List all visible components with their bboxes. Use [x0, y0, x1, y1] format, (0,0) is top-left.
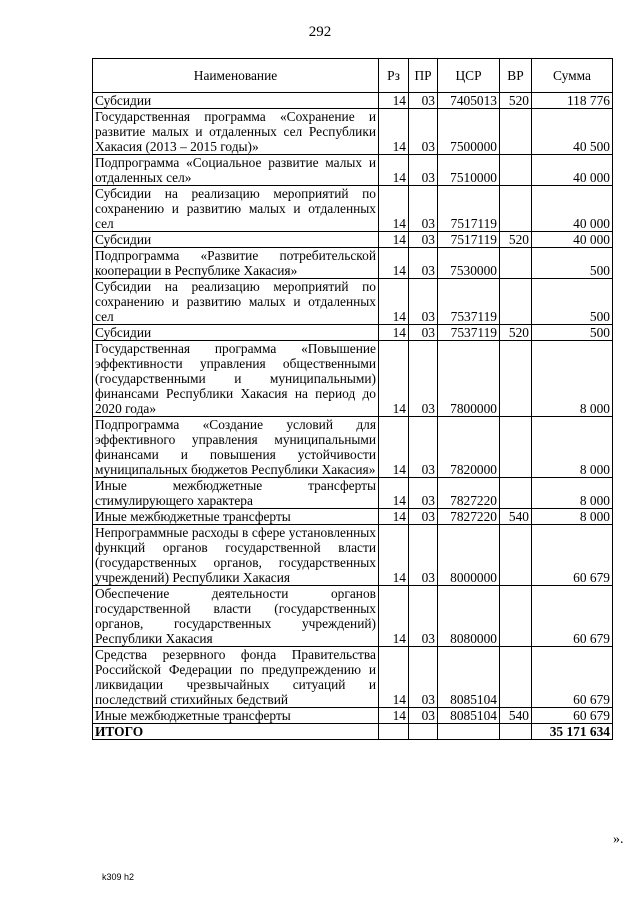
cell-name: Средства резервного фонда Правительства Российской Федерации по предупреждению и ликвидации чрезвычайных ситуаций и последствий стихийных бедствий	[93, 647, 379, 708]
cell-sum: 40 000	[532, 186, 613, 232]
table-row	[93, 708, 613, 724]
cell-name: Государственная программа «Повышение эффективности управления общественными (государственными и муниципальными) финансами Республики Хакасия на период до 2020 года»	[93, 341, 379, 417]
cell-rz: 14	[379, 708, 409, 724]
cell-name: Иные межбюджетные трансферты	[93, 509, 379, 525]
table-row	[93, 586, 613, 647]
footer-code: k309 h2	[102, 872, 135, 882]
cell-vr	[500, 586, 532, 647]
cell-pr: 03	[409, 232, 438, 248]
cell-name: Иные межбюджетные трансферты стимулирующего характера	[93, 478, 379, 509]
cell-rz: 14	[379, 647, 409, 708]
cell-csr: 7800000	[438, 341, 500, 417]
total-sum: 35 171 634	[532, 724, 613, 740]
table-row	[93, 647, 613, 708]
cell-vr: 520	[500, 93, 532, 109]
cell-pr: 03	[409, 647, 438, 708]
cell-vr	[500, 248, 532, 279]
cell-name: Субсидии на реализацию мероприятий по сохранению и развитию малых и отдаленных сел	[93, 186, 379, 232]
cell-sum: 60 679	[532, 647, 613, 708]
cell-vr	[500, 186, 532, 232]
cell-rz: 14	[379, 417, 409, 478]
cell-csr: 7820000	[438, 417, 500, 478]
table-row	[93, 109, 613, 155]
cell-pr: 03	[409, 279, 438, 325]
cell-sum: 40 000	[532, 155, 613, 186]
table-body	[93, 93, 613, 724]
cell-name: Обеспечение деятельности органов государственной власти (государственных органов, государственных учреждений) Республики Хакасия	[93, 586, 379, 647]
budget-table	[92, 58, 613, 740]
cell-sum: 60 679	[532, 708, 613, 724]
cell-name: Подпрограмма «Создание условий для эффективного управления муниципальными финансами и повышения устойчивости муниципальных бюджетов Республики Хакасия»	[93, 417, 379, 478]
cell-pr: 03	[409, 586, 438, 647]
cell-vr	[500, 417, 532, 478]
cell-pr: 03	[409, 109, 438, 155]
cell-name: Субсидии на реализацию мероприятий по сохранению и развитию малых и отдаленных сел	[93, 279, 379, 325]
cell-rz: 14	[379, 586, 409, 647]
cell-name: Иные межбюджетные трансферты	[93, 708, 379, 724]
cell-sum: 118 776	[532, 93, 613, 109]
cell-pr: 03	[409, 417, 438, 478]
cell-sum: 500	[532, 279, 613, 325]
table-row	[93, 279, 613, 325]
cell-sum: 8 000	[532, 417, 613, 478]
total-label: ИТОГО	[93, 724, 379, 740]
table-row	[93, 248, 613, 279]
cell-csr: 8085104	[438, 708, 500, 724]
cell-sum: 500	[532, 248, 613, 279]
cell-pr: 03	[409, 325, 438, 341]
cell-vr	[500, 525, 532, 586]
cell-pr: 03	[409, 186, 438, 232]
cell-rz: 14	[379, 248, 409, 279]
table-row	[93, 93, 613, 109]
table-row	[93, 186, 613, 232]
cell-csr: 7827220	[438, 478, 500, 509]
cell-sum: 60 679	[532, 525, 613, 586]
cell-rz: 14	[379, 341, 409, 417]
cell-csr: 7537119	[438, 279, 500, 325]
cell-csr: 8085104	[438, 647, 500, 708]
cell-vr	[500, 279, 532, 325]
header-vr: ВР	[500, 59, 532, 93]
cell-rz: 14	[379, 93, 409, 109]
cell-pr: 03	[409, 525, 438, 586]
cell-vr	[500, 478, 532, 509]
table-row	[93, 525, 613, 586]
total-csr	[438, 724, 500, 740]
table-row	[93, 509, 613, 525]
cell-name: Субсидии	[93, 325, 379, 341]
cell-rz: 14	[379, 155, 409, 186]
cell-csr: 8080000	[438, 586, 500, 647]
cell-rz: 14	[379, 478, 409, 509]
cell-vr: 540	[500, 509, 532, 525]
cell-vr	[500, 155, 532, 186]
cell-csr: 8000000	[438, 525, 500, 586]
cell-vr: 520	[500, 325, 532, 341]
cell-vr: 540	[500, 708, 532, 724]
table-row	[93, 325, 613, 341]
cell-pr: 03	[409, 708, 438, 724]
header-pr: ПР	[409, 59, 438, 93]
cell-vr	[500, 341, 532, 417]
cell-name: Субсидии	[93, 93, 379, 109]
cell-csr: 7510000	[438, 155, 500, 186]
cell-vr	[500, 109, 532, 155]
cell-pr: 03	[409, 155, 438, 186]
cell-pr: 03	[409, 93, 438, 109]
cell-csr: 7537119	[438, 325, 500, 341]
cell-sum: 8 000	[532, 509, 613, 525]
cell-rz: 14	[379, 279, 409, 325]
cell-csr: 7530000	[438, 248, 500, 279]
cell-rz: 14	[379, 525, 409, 586]
cell-rz: 14	[379, 232, 409, 248]
header-sum: Сумма	[532, 59, 613, 93]
page-number: 292	[308, 24, 332, 40]
cell-csr: 7405013	[438, 93, 500, 109]
cell-sum: 40 000	[532, 232, 613, 248]
total-pr	[409, 724, 438, 740]
table-header-row	[93, 59, 613, 93]
cell-name: Подпрограмма «Развитие потребительской кооперации в Республике Хакасия»	[93, 248, 379, 279]
table-row	[93, 341, 613, 417]
cell-pr: 03	[409, 478, 438, 509]
closing-quote-mark: ».	[613, 832, 624, 847]
cell-sum: 40 500	[532, 109, 613, 155]
total-row	[93, 724, 613, 740]
cell-pr: 03	[409, 341, 438, 417]
cell-name: Подпрограмма «Социальное развитие малых и отдаленных сел»	[93, 155, 379, 186]
header-name: Наименование	[93, 59, 379, 93]
cell-csr: 7500000	[438, 109, 500, 155]
cell-rz: 14	[379, 186, 409, 232]
total-rz	[379, 724, 409, 740]
header-csr: ЦСР	[438, 59, 500, 93]
cell-sum: 8 000	[532, 478, 613, 509]
cell-sum: 60 679	[532, 586, 613, 647]
cell-name: Непрограммные расходы в сфере установленных функций органов государственной власти (государственных органов, государственных учреждений) Республики Хакасия	[93, 525, 379, 586]
cell-vr	[500, 647, 532, 708]
cell-name: Государственная программа «Сохранение и развитие малых и отдаленных сел Республики Хакасия (2013 – 2015 годы)»	[93, 109, 379, 155]
cell-pr: 03	[409, 509, 438, 525]
cell-sum: 500	[532, 325, 613, 341]
table-row	[93, 155, 613, 186]
cell-rz: 14	[379, 509, 409, 525]
cell-csr: 7827220	[438, 509, 500, 525]
cell-name: Субсидии	[93, 232, 379, 248]
total-vr	[500, 724, 532, 740]
table-row	[93, 232, 613, 248]
cell-pr: 03	[409, 248, 438, 279]
cell-rz: 14	[379, 109, 409, 155]
cell-vr: 520	[500, 232, 532, 248]
header-rz: Рз	[379, 59, 409, 93]
cell-sum: 8 000	[532, 341, 613, 417]
cell-csr: 7517119	[438, 186, 500, 232]
table-row	[93, 478, 613, 509]
cell-rz: 14	[379, 325, 409, 341]
table-row	[93, 417, 613, 478]
cell-csr: 7517119	[438, 232, 500, 248]
